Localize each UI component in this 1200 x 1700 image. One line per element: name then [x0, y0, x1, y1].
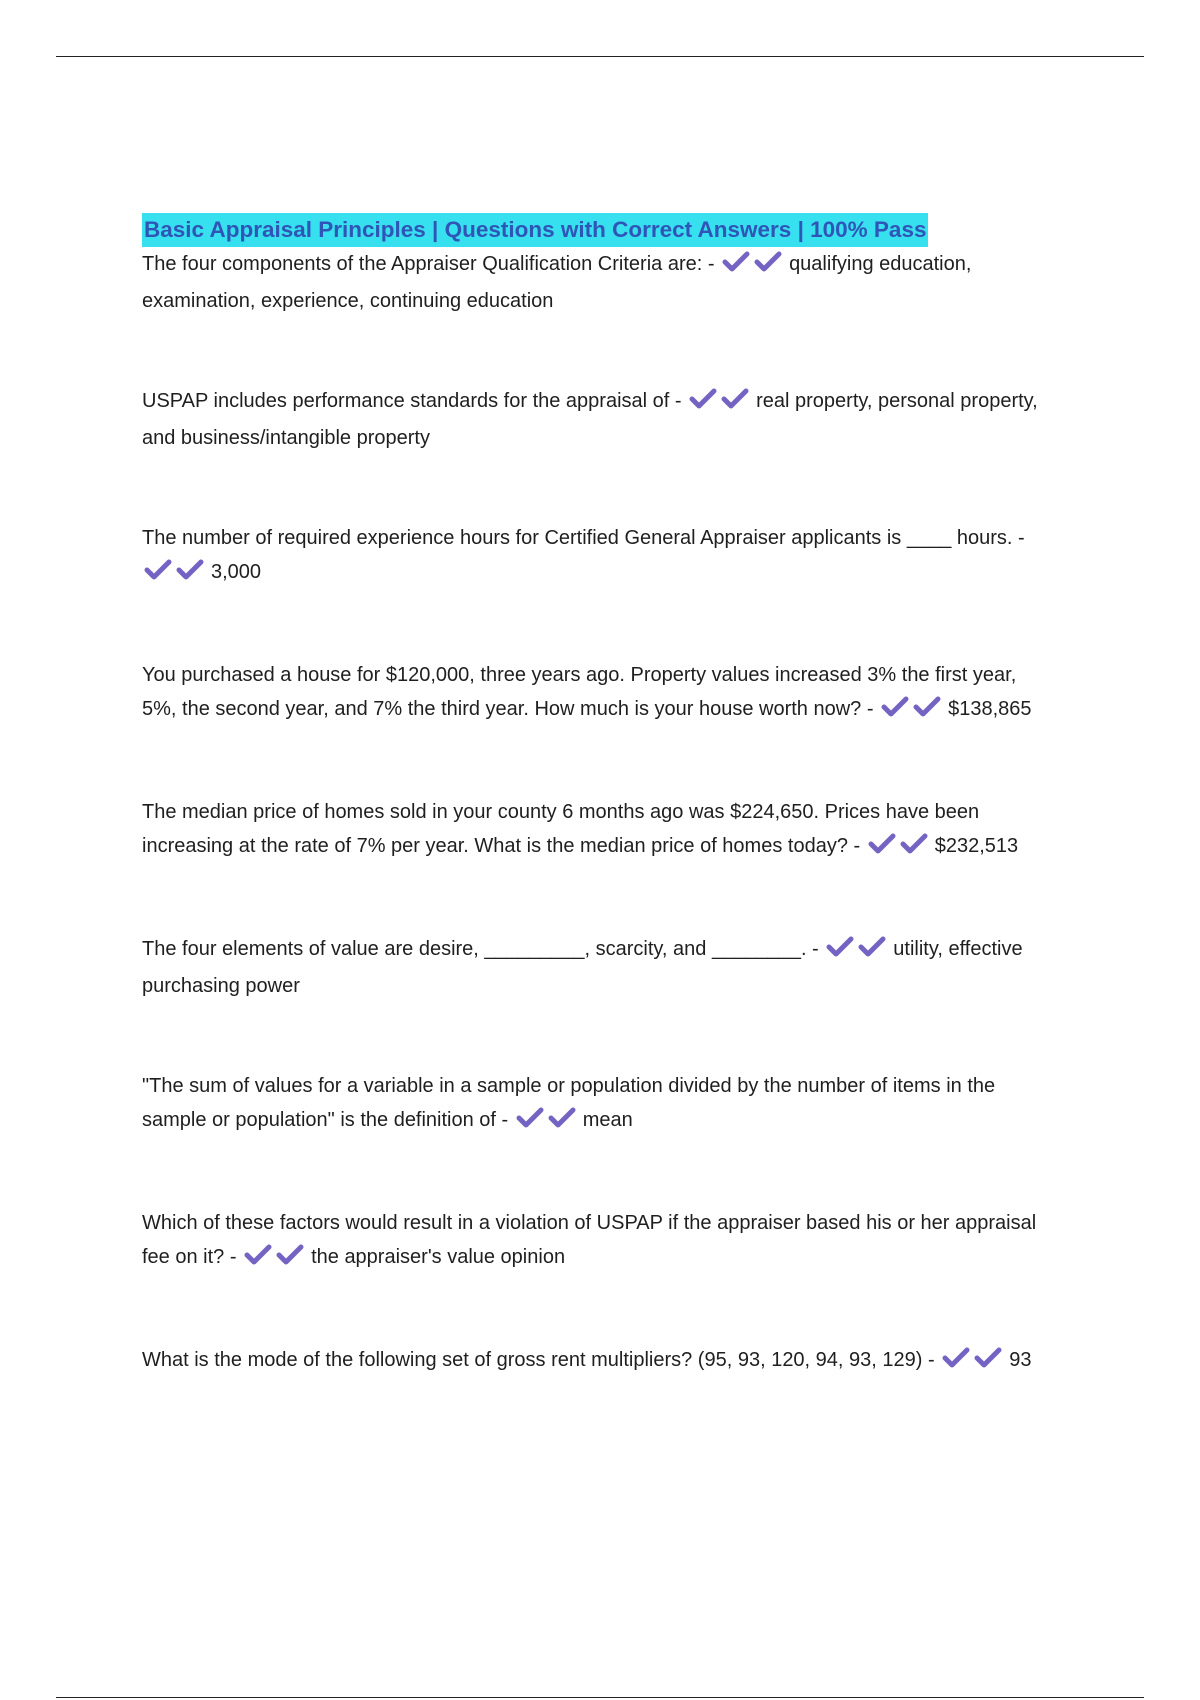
- qa-item: [142, 247, 1042, 318]
- answer-text: real property, personal property, and business/intangible property: [142, 390, 1038, 449]
- checkmark-icon: [754, 251, 782, 273]
- checkmark-icon: [721, 388, 749, 410]
- checkmark-icon: [881, 696, 909, 718]
- answer-checkmarks: [826, 935, 890, 969]
- answer-checkmarks: [689, 387, 753, 421]
- checkmark-icon: [276, 1244, 304, 1266]
- checkmark-icon: [858, 936, 886, 958]
- answer-text: $138,865: [948, 698, 1032, 720]
- checkmark-icon: [244, 1244, 272, 1266]
- qa-list: [142, 247, 1042, 1380]
- question-text: What is the mode of the following set of gross rent multipliers? (95, 93, 120, 94, 93, 129) -: [142, 1349, 935, 1371]
- answer-checkmarks: [868, 832, 932, 866]
- checkmark-icon: [722, 251, 750, 273]
- checkmark-icon: [942, 1347, 970, 1369]
- checkmark-icon: [176, 559, 204, 581]
- qa-item: [142, 1069, 1042, 1140]
- question-text: The four elements of value are desire, _________, scarcity, and ________. -: [142, 938, 819, 960]
- answer-text: $232,513: [934, 835, 1019, 857]
- question-text: Which of these factors would result in a violation of USPAP if the appraiser based his or her appraisal fee on it? -: [142, 1212, 1037, 1268]
- qa-item: [142, 795, 1042, 866]
- answer-text: mean: [582, 1109, 633, 1131]
- question-text: "The sum of values for a variable in a sample or population divided by the number of items in the sample or population" is the definition of -: [142, 1075, 996, 1131]
- checkmark-icon: [900, 833, 928, 855]
- answer-checkmarks: [942, 1346, 1006, 1380]
- answer-checkmarks: [244, 1243, 308, 1277]
- qa-item: [142, 1206, 1042, 1277]
- qa-item: [142, 521, 1042, 592]
- answer-text: qualifying education, examination, experience, continuing education: [142, 253, 972, 312]
- answer-text: 93: [1009, 1349, 1032, 1371]
- answer-checkmarks: [516, 1106, 580, 1140]
- checkmark-icon: [868, 833, 896, 855]
- answer-text: the appraiser's value opinion: [311, 1246, 566, 1268]
- checkmark-icon: [974, 1347, 1002, 1369]
- question-text: The median price of homes sold in your county 6 months ago was $224,650. Prices have been increasing at the rate of 7% per year. What is the median price of homes today? -: [142, 801, 980, 857]
- answer-checkmarks: [881, 695, 945, 729]
- question-text: The four components of the Appraiser Qualification Criteria are: -: [142, 253, 715, 275]
- checkmark-icon: [826, 936, 854, 958]
- checkmark-icon: [144, 559, 172, 581]
- checkmark-icon: [913, 696, 941, 718]
- answer-text: utility, effective purchasing power: [142, 938, 1023, 997]
- answer-text: 3,000: [211, 561, 262, 583]
- top-rule: [56, 56, 1144, 57]
- checkmark-icon: [689, 388, 717, 410]
- qa-item: [142, 1343, 1042, 1380]
- bottom-rule: [56, 1697, 1144, 1698]
- question-text: You purchased a house for $120,000, three years ago. Property values increased 3% the first year, 5%, the second year, and 7% the third year. How much is your house worth now? -: [142, 664, 1017, 720]
- question-text: The number of required experience hours for Certified General Appraiser applicants is ____ hours. -: [142, 527, 1025, 549]
- qa-item: [142, 658, 1042, 729]
- answer-checkmarks: [144, 558, 208, 592]
- qa-item: [142, 384, 1042, 455]
- document-body: [142, 213, 1042, 1380]
- page-title: Basic Appraisal Principles | Questions with Correct Answers | 100% Pass: [142, 213, 928, 247]
- answer-checkmarks: [722, 250, 786, 284]
- checkmark-icon: [516, 1107, 544, 1129]
- checkmark-icon: [548, 1107, 576, 1129]
- question-text: USPAP includes performance standards for the appraisal of -: [142, 390, 682, 412]
- qa-item: [142, 932, 1042, 1003]
